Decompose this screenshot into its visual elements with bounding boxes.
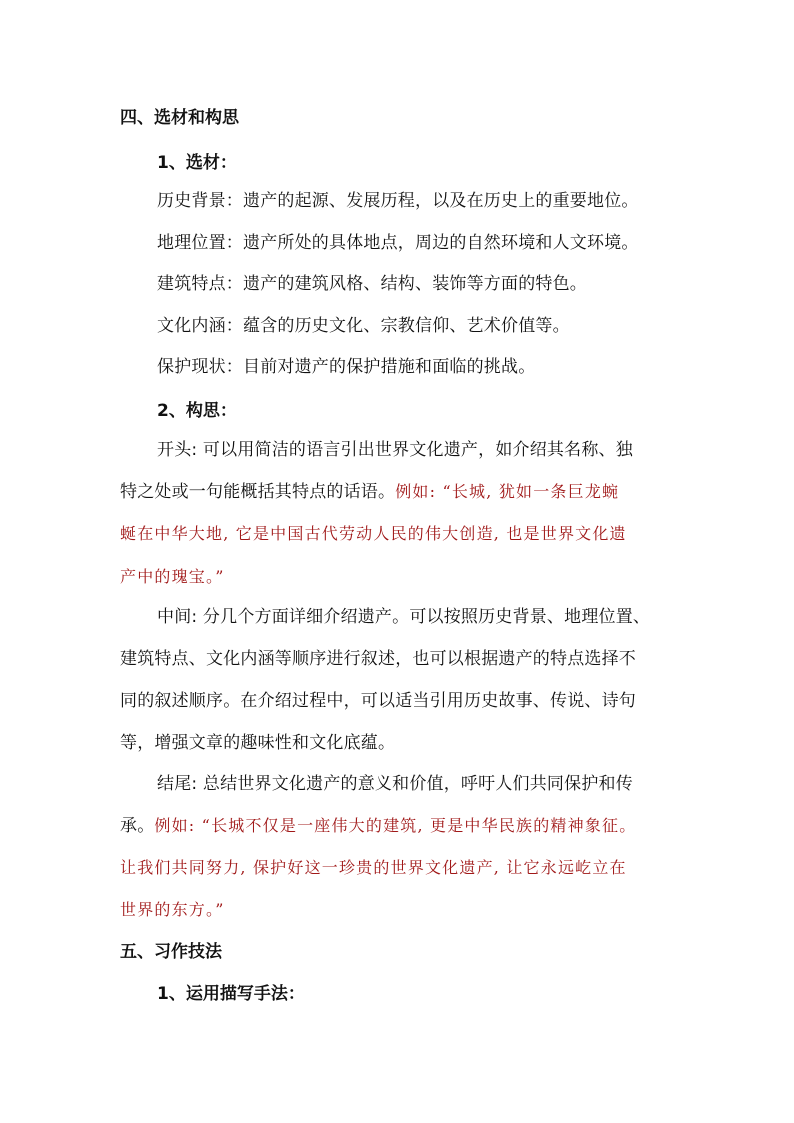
ending-example-line-3: 让我们共同努力, 保护好这一珍贵的世界文化遗产, 让它永远屹立在	[120, 858, 627, 877]
section-5-heading: 五、习作技法	[120, 942, 222, 962]
subsection-material-heading: 1、选材：	[157, 153, 237, 173]
opening-paragraph-line-2	[120, 481, 619, 503]
material-item-history: 历史背景：遗产的起源、发展历程，以及在历史上的重要地位。	[157, 191, 639, 211]
material-item-protection: 保护现状：目前对遗产的保护措施和面临的挑战。	[157, 357, 536, 377]
middle-paragraph-line-3: 同的叙述顺序。在介绍过程中，可以适当引用历史故事、传说、诗句	[120, 691, 636, 711]
ending-example-line-4: 世界的东方。”	[120, 900, 225, 919]
ending-example: 例如: “长城不仅是一座伟大的建筑, 更是中华民族的精神象征。	[154, 816, 637, 835]
section-4-heading: 四、选材和构思	[120, 108, 239, 128]
material-item-culture: 文化内涵：蕴含的历史文化、宗教信仰、艺术价值等。	[157, 316, 570, 336]
opening-paragraph-line-1: 开头: 可以用简洁的语言引出世界文化遗产，如介绍其名称、独	[157, 440, 633, 460]
ending-paragraph-line-2	[120, 815, 636, 837]
material-item-geography: 地理位置：遗产所处的具体地点，周边的自然环境和人文环境。	[157, 233, 639, 253]
opening-example: 例如: “长城, 犹如一条巨龙蜿	[395, 482, 620, 501]
middle-paragraph-line-4: 等，增强文章的趣味性和文化底蕴。	[120, 733, 396, 753]
ending-text: 承。	[120, 816, 155, 836]
material-item-architecture: 建筑特点：遗产的建筑风格、结构、装饰等方面的特色。	[157, 274, 587, 294]
opening-example-line-4: 产中的瑰宝。”	[120, 567, 225, 586]
opening-text: 特之处或一句能概括其特点的话语。	[120, 482, 396, 502]
middle-paragraph-line-1: 中间: 分几个方面详细介绍遗产。可以按照历史背景、地理位置、	[157, 607, 651, 627]
subsection-description-heading: 1、运用描写手法：	[157, 984, 305, 1004]
subsection-concept-heading: 2、构思：	[157, 401, 237, 421]
opening-example-line-3: 蜒在中华大地, 它是中国古代劳动人民的伟大创造, 也是世界文化遗	[120, 524, 627, 543]
middle-paragraph-line-2: 建筑特点、文化内涵等顺序进行叙述，也可以根据遗产的特点选择不	[120, 649, 636, 669]
ending-paragraph-line-1: 结尾: 总结世界文化遗产的意义和价值，呼吁人们共同保护和传	[157, 774, 633, 794]
